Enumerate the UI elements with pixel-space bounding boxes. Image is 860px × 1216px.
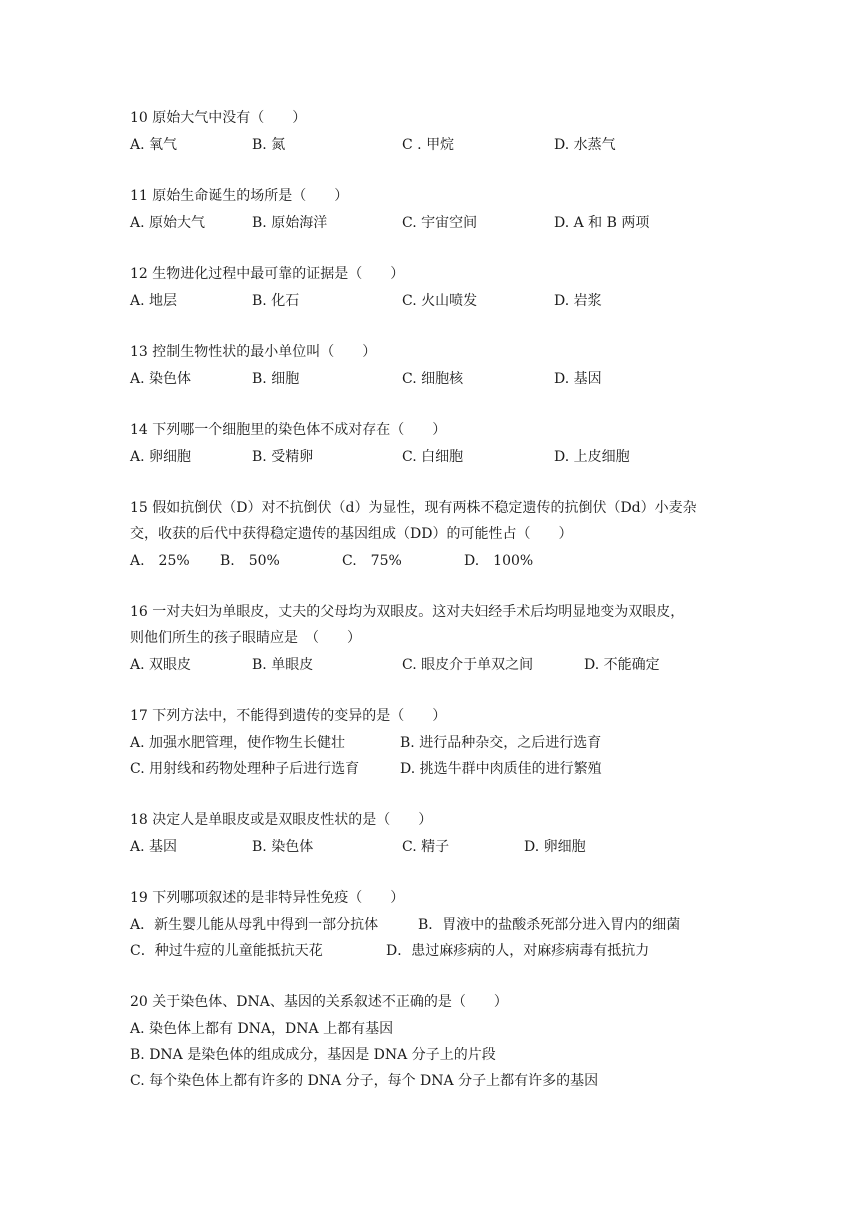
question-16-option-b: B. 单眼皮 xyxy=(252,657,314,673)
question-15-stem-line-2: 交，收获的后代中获得稳定遗传的基因组成（DD）的可能性占（ ） xyxy=(130,526,573,542)
question-16-stem-line-2: 则他们所生的孩子眼睛应是 （ ） xyxy=(130,630,361,646)
question-16-option-d: D. 不能确定 xyxy=(584,657,660,673)
question-15-option-a: A. 25% xyxy=(130,553,190,569)
question-19-option-d: D．患过麻疹病的人，对麻疹病毒有抵抗力 xyxy=(386,943,650,959)
question-13-option-c: C. 细胞核 xyxy=(402,371,464,387)
question-12-option-d: D. 岩浆 xyxy=(554,293,602,309)
question-16-stem-line-1: 16 一对夫妇为单眼皮，丈夫的父母均为双眼皮。这对夫妇经手术后均明显地变为双眼皮， xyxy=(130,604,685,620)
question-11-stem: 11 原始生命诞生的场所是（ ） xyxy=(130,188,349,204)
question-15-option-c: C. 75% xyxy=(342,553,402,569)
question-13-option-a: A. 染色体 xyxy=(130,371,192,387)
question-10-option-a: A. 氧气 xyxy=(130,137,178,153)
question-15-stem-line-1: 15 假如抗倒伏（D）对不抗倒伏（d）为显性，现有两株不稳定遗传的抗倒伏（Dd）小麦杂 xyxy=(130,500,697,516)
question-11-option-b: B. 原始海洋 xyxy=(252,215,328,231)
question-12-option-a: A. 地层 xyxy=(130,293,178,309)
question-14-option-b: B. 受精卵 xyxy=(252,449,314,465)
question-14-option-a: A. 卵细胞 xyxy=(130,449,192,465)
question-17-option-b: B. 进行品种杂交，之后进行选育 xyxy=(400,735,602,751)
question-16-option-a: A. 双眼皮 xyxy=(130,657,192,673)
question-17-option-c: C. 用射线和药物处理种子后进行选育 xyxy=(130,761,360,777)
question-15-option-b: B. 50% xyxy=(220,553,280,569)
question-13-option-d: D. 基因 xyxy=(554,371,602,387)
question-20-stem: 20 关于染色体、DNA、基因的关系叙述不正确的是（ ） xyxy=(130,994,508,1010)
question-20-option-a: A. 染色体上都有 DNA，DNA 上都有基因 xyxy=(130,1021,394,1037)
question-11-option-a: A. 原始大气 xyxy=(130,215,206,231)
question-19-stem: 19 下列哪项叙述的是非特异性免疫（ ） xyxy=(130,890,405,906)
question-10-option-c: C . 甲烷 xyxy=(402,137,455,153)
question-18-option-a: A. 基因 xyxy=(130,839,178,855)
question-11-option-d: D. A 和 B 两项 xyxy=(554,215,650,231)
question-13-stem: 13 控制生物性状的最小单位叫（ ） xyxy=(130,344,377,360)
question-12-stem: 12 生物进化过程中最可靠的证据是（ ） xyxy=(130,266,405,282)
question-12-option-c: C. 火山喷发 xyxy=(402,293,478,309)
question-18-option-b: B. 染色体 xyxy=(252,839,314,855)
question-16-option-c: C. 眼皮介于单双之间 xyxy=(402,657,534,673)
question-20-option-c: C. 每个染色体上都有许多的 DNA 分子，每个 DNA 分子上都有许多的基因 xyxy=(130,1073,599,1089)
question-17-stem: 17 下列方法中，不能得到遗传的变异的是（ ） xyxy=(130,708,447,724)
question-17-option-d: D. 挑选牛群中肉质佳的进行繁殖 xyxy=(400,761,602,777)
question-19-option-a: A．新生婴儿能从母乳中得到一部分抗体 xyxy=(130,917,379,933)
question-12-option-b: B. 化石 xyxy=(252,293,300,309)
question-14-option-d: D. 上皮细胞 xyxy=(554,449,630,465)
question-10-option-b: B. 氮 xyxy=(252,137,286,153)
question-20-option-b: B. DNA 是染色体的组成成分，基因是 DNA 分子上的片段 xyxy=(130,1047,496,1063)
question-17-option-a: A. 加强水肥管理，使作物生长健壮 xyxy=(130,735,346,751)
question-14-option-c: C. 白细胞 xyxy=(402,449,464,465)
question-15-option-d: D. 100% xyxy=(464,553,534,569)
question-14-stem: 14 下列哪一个细胞里的染色体不成对存在（ ） xyxy=(130,422,447,438)
question-10-stem: 10 原始大气中没有（ ） xyxy=(130,110,307,126)
question-19-option-b: B．胃液中的盐酸杀死部分进入胃内的细菌 xyxy=(418,917,681,933)
question-11-option-c: C. 宇宙空间 xyxy=(402,215,478,231)
question-13-option-b: B. 细胞 xyxy=(252,371,300,387)
question-18-option-d: D. 卵细胞 xyxy=(524,839,586,855)
question-19-option-c: C．种过牛痘的儿童能抵抗天花 xyxy=(130,943,323,959)
question-18-option-c: C. 精子 xyxy=(402,839,450,855)
question-18-stem: 18 决定人是单眼皮或是双眼皮性状的是（ ） xyxy=(130,812,433,828)
question-10-option-d: D. 水蒸气 xyxy=(554,137,616,153)
